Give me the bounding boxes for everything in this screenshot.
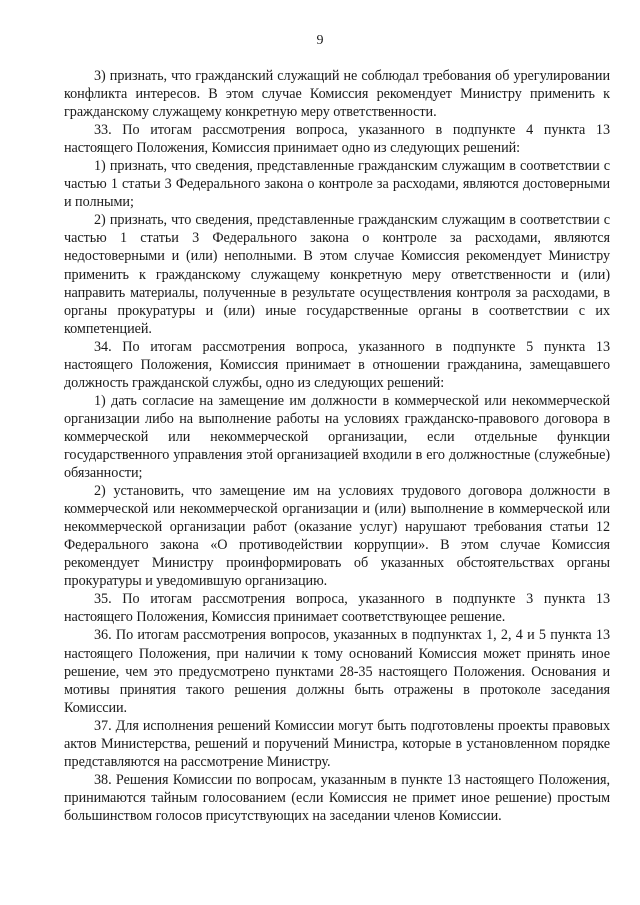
document-body <box>64 67 610 825</box>
paragraph-item-3-conflict: 3) признать, что гражданский служащий не соблюдал требования об урегулировании конфликта интересов. В этом случае Комиссия рекомендует Министру применить к гражданскому служащему конкретную меру ответственности. <box>64 68 610 121</box>
paragraph-38: 38. Решения Комиссии по вопросам, указанным в пункте 13 настоящего Положения, принимаются тайным голосованием (если Комиссия не примет иное решение) простым большинством голосов присутствующих на заседании членов Комиссии. <box>64 771 610 824</box>
page-number: 9 <box>316 33 324 48</box>
paragraph-33-item-1: 1) признать, что сведения, представленные гражданским служащим в соответствии с частью 1 статьи 3 Федерального закона о контроле за расходами, являются достоверными и полными; <box>64 158 610 211</box>
paragraph-33: 33. По итогам рассмотрения вопроса, указанного в подпункте 4 пункта 13 настоящего Положения, Комиссия принимает одно из следующих решений: <box>64 122 610 157</box>
paragraph-34-item-1: 1) дать согласие на замещение им должности в коммерческой или некоммерческой организации либо на выполнение работы на условиях гражданско-правового договора в коммерческой или некоммерческой организации, если отдельные функции государственного управления этой организацией входили в его должностные (служебные) обязанности; <box>64 392 610 482</box>
paragraph-34: 34. По итогам рассмотрения вопроса, указанного в подпункте 5 пункта 13 настоящего Положения, Комиссия принимает в отношении гражданина, замещавшего должность гражданской службы, одно из следующих решений: <box>64 338 610 391</box>
paragraph-36: 36. По итогам рассмотрения вопросов, указанных в подпунктах 1, 2, 4 и 5 пункта 13 настоящего Положения, при наличии к тому оснований Комиссия может принять иное решение, чем это предусмотрено пунктами 28-35 настоящего Положения. Основания и мотивы принятия такого решения должны быть отражены в протоколе заседания Комиссии. <box>64 627 610 716</box>
paragraph-35: 35. По итогам рассмотрения вопроса, указанного в подпункте 3 пункта 13 настоящего Положения, Комиссия принимает соответствующее решение. <box>64 591 610 626</box>
paragraph-34-item-2: 2) установить, что замещение им на условиях трудового договора должности в коммерческой или некоммерческой организации и (или) выполнение в коммерческой или некоммерческой организации работ (оказание услуг) нарушают требования статьи 12 Федерального закона «О противодействии коррупции». В этом случае Комиссия рекомендует Министру проинформировать об указанных обстоятельствах органы прокуратуры и уведомившую организацию. <box>64 483 610 590</box>
paragraph-37: 37. Для исполнения решений Комиссии могут быть подготовлены проекты правовых актов Министерства, решений и поручений Министра, которые в установленном порядке представляются на рассмотрение Министру. <box>64 717 610 770</box>
paragraph-33-item-2: 2) признать, что сведения, представленные гражданским служащим в соответствии с частью 1 статьи 3 Федерального закона о контроле за расходами, являются недостоверными и (или) неполными. В этом случае Комиссия рекомендует Министру применить к гражданскому служащему конкретную меру ответственности и (или) направить материалы, полученные в результате осуществления контроля за расходами, в органы прокуратуры и (или) иные государственные органы в соответствии с их компетенцией. <box>64 212 610 337</box>
